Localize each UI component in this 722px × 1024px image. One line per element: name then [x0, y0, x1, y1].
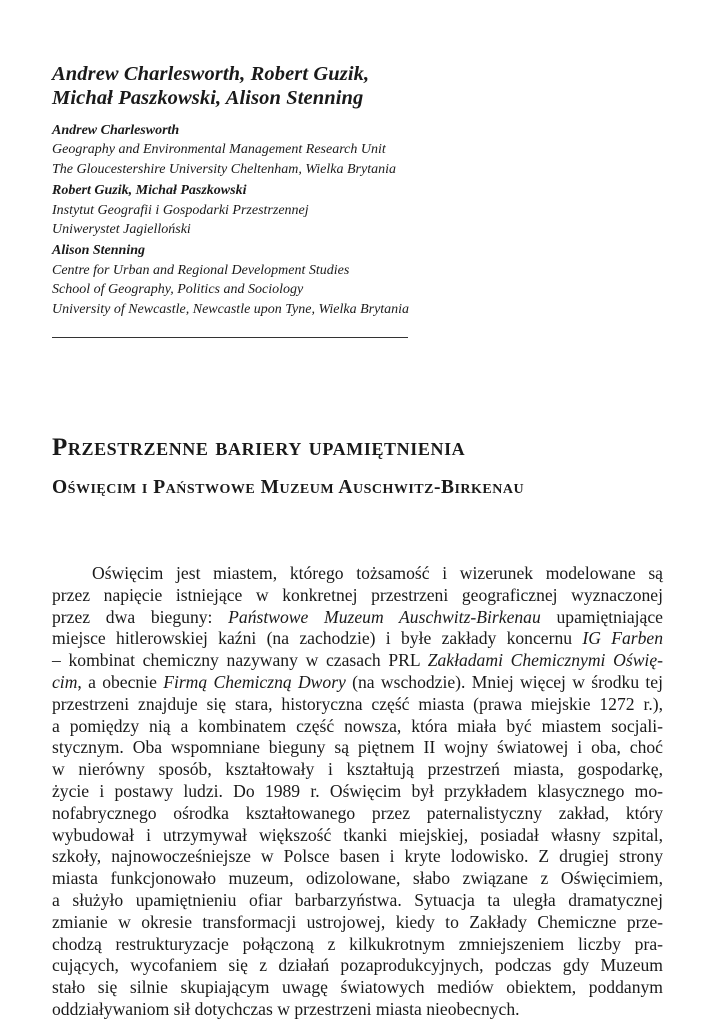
affiliation-line: The Gloucestershire University Cheltenham, Wielka Brytania [52, 161, 396, 177]
text-run: – kombinat chemiczny nazywany w czasach PRL [52, 650, 428, 671]
body-line: cujących, wycofaniem się z działań pozaprodukcyjnych, podczas gdy Muzeum [52, 955, 663, 976]
affiliation-author: Robert Guzik, Michał Paszkowski [52, 183, 247, 199]
body-line [52, 672, 663, 694]
body-line: chodzą restrukturyzacje połączoną z kilkukrotnym zmniejszeniem liczby pra- [52, 933, 663, 954]
header-divider [52, 337, 408, 338]
text-run: przez dwa bieguny: [52, 606, 229, 627]
body-line: a służyło upamiętnieniu ofiar barbarzyństwa. Sytuacja ta uległa dramatycznej [52, 889, 663, 910]
italic-run: Państwowe Muzeum Auschwitz-Birkenau [228, 606, 541, 627]
affiliations [52, 121, 692, 321]
body-line: nofabrycznego ośrodka kształtowanego przez paternalistyczny zakład, który [52, 802, 663, 823]
italic-run: Firmą Chemiczną Dwory [163, 671, 346, 692]
article-title: Przestrzenne bariery upamiętnienia [52, 434, 466, 461]
body-line: życie i postawy ludzi. Do 1989 r. Oświęcim był przykładem klasycznego mo- [52, 780, 663, 801]
affiliation-2 [52, 181, 692, 239]
body-line [52, 607, 663, 629]
affiliation-line: Uniwerystet Jagielloński [52, 222, 191, 238]
body-line: miasta funkcjonowało muzeum, odizolowane, słabo związane z Oświęcimiem, [52, 868, 663, 889]
affiliation-line: Instytut Geografii i Gospodarki Przestrzennej [52, 202, 309, 218]
body-line: przez napięcie istniejące w konkretnej przestrzeni geograficznej wyznaczonej [52, 584, 663, 605]
body-paragraph [52, 563, 663, 1021]
affiliation-line: School of Geography, Politics and Sociology [52, 282, 304, 298]
affiliation-author: Alison Stenning [52, 243, 145, 259]
affiliation-1 [52, 121, 692, 179]
article-subtitle: Oświęcim i Państwowe Muzeum Auschwitz-Birkenau [52, 477, 525, 498]
body-line: wybudował i utrzymywał większość tkanki miejskiej, posiadał własny szpital, [52, 824, 663, 845]
author-line-2: Michał Paszkowski, Alison Stenning [52, 87, 364, 109]
body-line: Oświęcim jest miastem, którego tożsamość i wizerunek modelowane są [92, 563, 663, 583]
body-line: zmianie w okresie transformacji ustrojowej, kiedy to Zakłady Chemiczne prze- [52, 911, 663, 932]
text-run: (na wschodzie). Mniej więcej w środku tej [345, 671, 664, 692]
italic-run: IG Farben [582, 628, 663, 649]
body-line [52, 628, 663, 650]
affiliation-line: University of Newcastle, Newcastle upon Tyne, Wielka Brytania [52, 301, 410, 317]
body-line: oddziaływaniom sił dotychczas w przestrzeni miasta nieobecnych. [52, 998, 520, 1019]
body-line: a pomiędzy nią a kombinatem część nowsza, która miała być miastem socjali- [52, 715, 663, 736]
italic-run: Zakładami Chemicznymi Oświę- [427, 650, 663, 671]
author-line-1: Andrew Charlesworth, Robert Guzik, [52, 63, 370, 85]
body-line: w nierówny sposób, kształtowały i kształtują przestrzeń miasta, gospodarkę, [52, 759, 663, 780]
italic-run: cim [52, 671, 78, 692]
author-names [52, 62, 672, 110]
body-line: stało się silnie skupiającym uwagę światowych mediów obiektem, poddanym [52, 977, 663, 998]
affiliation-author: Andrew Charlesworth [52, 123, 180, 138]
body-line: przestrzeni znajduje się stara, historyczna część miasta (prawa miejskie 1272 r.), [52, 693, 663, 714]
text-run: miejsce hitlerowskiej kaźni (na zachodzie) i byłe zakłady koncernu [52, 628, 583, 649]
affiliation-line: Geography and Environmental Management Research Unit [52, 142, 386, 158]
text-run: upamiętniające [540, 606, 663, 627]
affiliation-3 [52, 241, 692, 319]
text-run: , a obecnie [77, 671, 164, 692]
body-line: szkoły, najnowocześniejsze w Polsce basen i kryte lodowisko. Z drugiej strony [52, 846, 663, 867]
affiliation-line: Centre for Urban and Regional Development Studies [52, 262, 350, 278]
body-line [52, 650, 663, 672]
body-line: stycznym. Oba wspomniane bieguny są piętnem II wojny światowej i oba, choć [52, 737, 663, 758]
